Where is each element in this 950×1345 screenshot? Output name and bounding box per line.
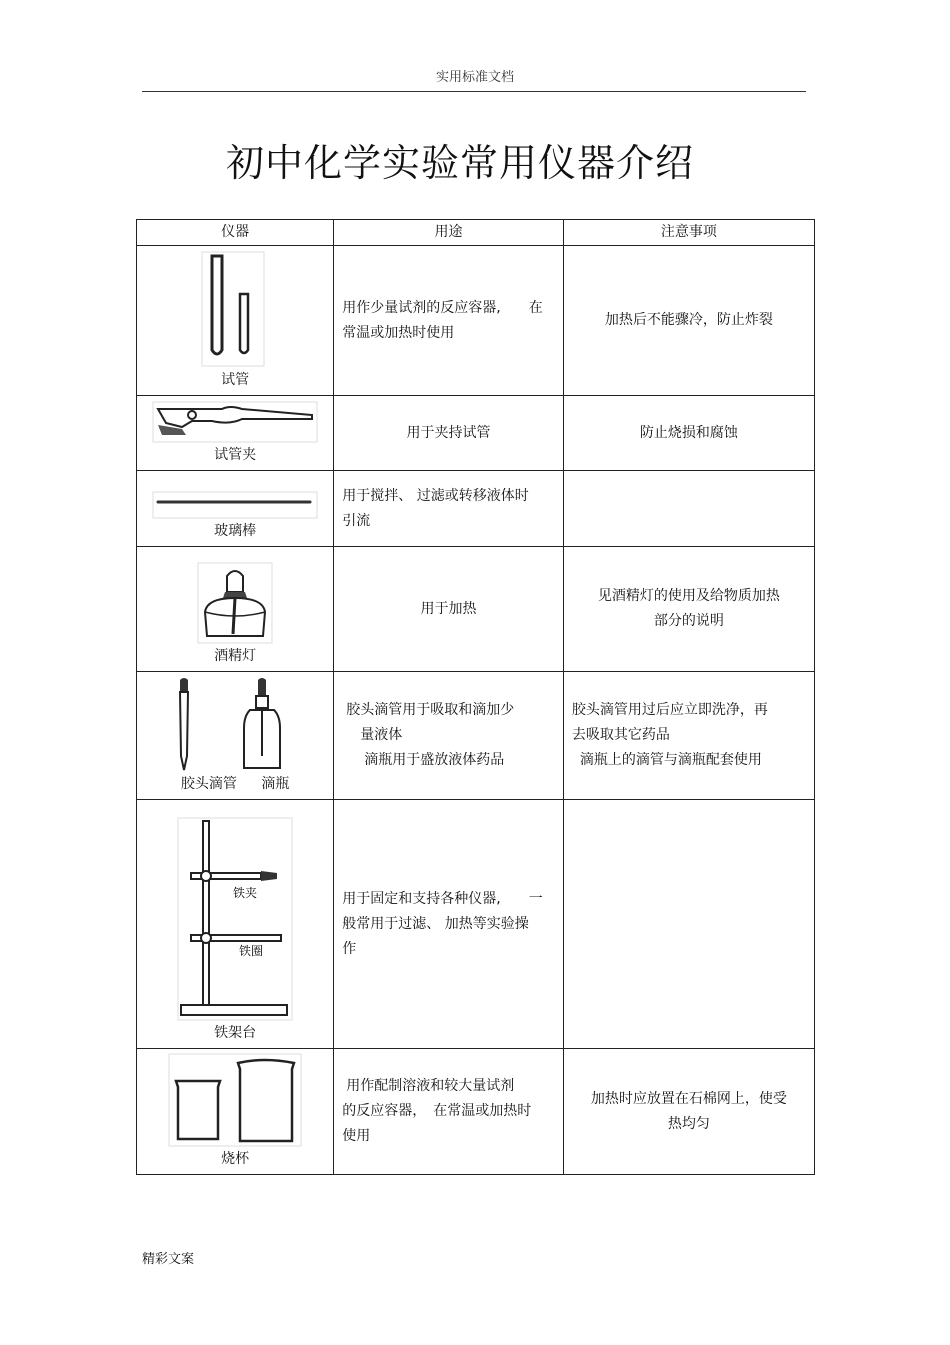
use-line: 量液体 [360, 727, 403, 743]
table-row [137, 800, 815, 1049]
instrument-cell [137, 672, 334, 800]
beaker-illustration [168, 1053, 302, 1147]
dropper-and-bottle-illustration [170, 676, 300, 772]
iron-ring-label: 铁圈 [239, 944, 264, 958]
use-line: 用作少量试剂的反应容器, 在 [342, 299, 543, 316]
note-cell [563, 672, 814, 800]
note-cell [563, 471, 814, 547]
instrument-name: 玻璃棒 [214, 523, 257, 539]
use-line: 用于加热 [420, 600, 477, 617]
glass-rod-illustration [152, 491, 318, 519]
page-footer: 精彩文案 [142, 1252, 195, 1267]
instrument-cell [137, 1049, 334, 1175]
instrument-cell [137, 800, 334, 1049]
use-line: 常温或加热时使用 [342, 324, 455, 341]
note-line: 滴瓶上的滴管与滴瓶配套使用 [579, 752, 762, 768]
instrument-name: 铁架台 [214, 1025, 257, 1041]
use-line: 用于搅拌、 过滤或转移液体时 [342, 487, 529, 504]
column-header-instrument: 仪器 [137, 220, 334, 246]
header-rule [142, 91, 806, 92]
note-line: 胶头滴管用过后应立即洗净，再 [571, 702, 768, 718]
table-row [137, 547, 815, 672]
instrument-cell [137, 547, 334, 672]
note-line: 去吸取其它药品 [571, 727, 670, 743]
use-line: 胶头滴管用于吸取和滴加少 [346, 702, 515, 718]
note-line: 热均匀 [667, 1115, 710, 1132]
table-row [137, 471, 815, 547]
document-title: 初中化学实验常用仪器介绍 [225, 141, 694, 185]
note-line: 加热后不能骤冷，防止炸裂 [604, 312, 773, 328]
use-line: 的反应容器， 在常温或加热时 [342, 1103, 532, 1119]
use-line: 用于固定和支持各种仪器, 一 [342, 890, 543, 907]
column-header-use: 用途 [334, 220, 564, 246]
use-line: 滴瓶用于盛放液体药品 [364, 752, 505, 768]
use-cell [334, 246, 564, 396]
note-line: 加热时应放置在石棉网上，使受 [590, 1090, 787, 1107]
table-header-row [137, 220, 815, 246]
instrument-name: 烧杯 [221, 1151, 250, 1167]
iron-clamp-label: 铁夹 [233, 886, 258, 900]
use-cell [334, 800, 564, 1049]
iron-stand-illustration [177, 817, 293, 1021]
page-header: 实用标准文档 [435, 70, 514, 85]
instrument-table [136, 219, 815, 1175]
instrument-cell [137, 471, 334, 547]
table-row [137, 396, 815, 471]
table-row [137, 672, 815, 800]
note-cell [563, 800, 814, 1049]
column-header-notes: 注意事项 [563, 220, 814, 246]
note-cell [563, 547, 814, 672]
note-line: 防止烧损和腐蚀 [639, 424, 738, 441]
instrument-names [137, 772, 333, 797]
instrument-name: 酒精灯 [214, 648, 257, 664]
use-line: 用作配制溶液和较大量试剂 [346, 1078, 515, 1094]
instrument-name-dropper: 胶头滴管 [180, 776, 237, 792]
note-cell [563, 1049, 814, 1175]
use-line: 用于夹持试管 [406, 424, 491, 441]
note-cell [563, 396, 814, 471]
instrument-name: 试管夹 [214, 447, 257, 463]
use-cell [334, 547, 564, 672]
instrument-cell [137, 246, 334, 396]
test-tube-illustration [200, 250, 270, 368]
test-tube-holder-illustration [152, 401, 318, 443]
note-line: 见酒精灯的使用及给物质加热 [597, 588, 780, 604]
use-cell [334, 396, 564, 471]
alcohol-lamp-illustration [197, 562, 273, 644]
table-row [137, 1049, 815, 1175]
instrument-name-bottle: 滴瓶 [261, 776, 290, 792]
use-cell [334, 1049, 564, 1175]
use-cell [334, 471, 564, 547]
note-line: 部分的说明 [653, 613, 724, 629]
use-line: 使用 [342, 1128, 371, 1144]
use-line: 引流 [342, 512, 371, 529]
use-line: 作 [342, 940, 357, 957]
use-line: 般常用于过滤、 加热等实验操 [342, 915, 529, 932]
instrument-cell [137, 396, 334, 471]
instrument-name: 试管 [221, 372, 250, 388]
note-cell [563, 246, 814, 396]
use-cell [334, 672, 564, 800]
table-row [137, 246, 815, 396]
